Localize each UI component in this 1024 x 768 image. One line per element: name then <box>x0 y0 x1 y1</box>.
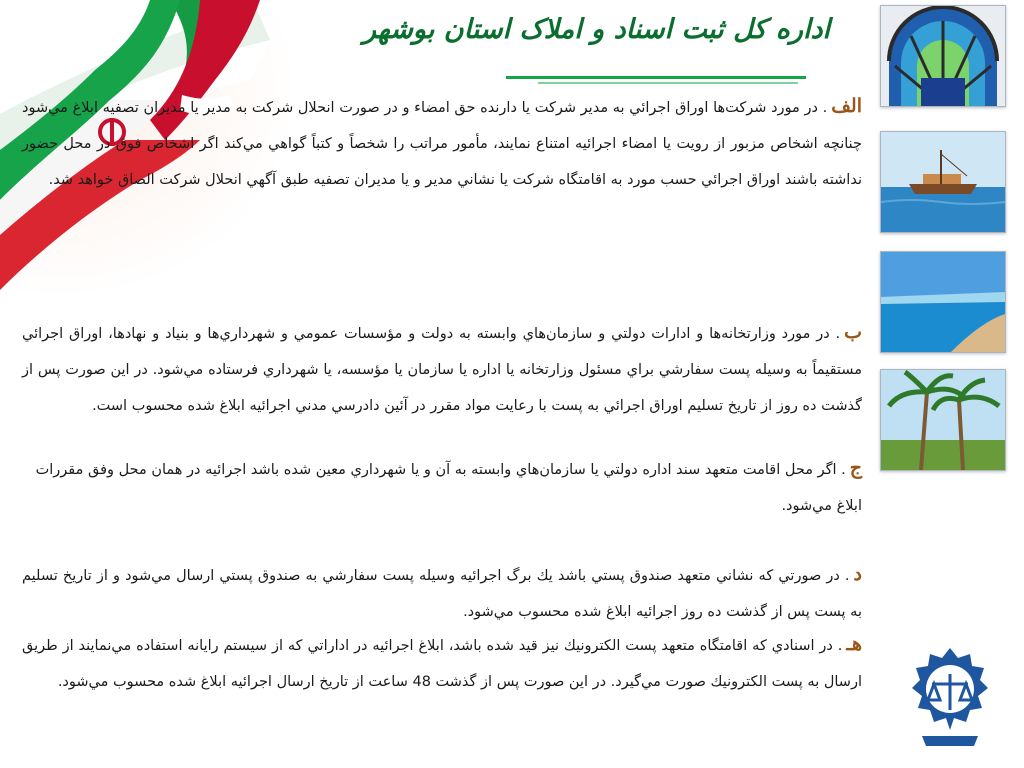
section-he <box>22 626 862 700</box>
section-alef <box>22 88 862 198</box>
section-marker: ب <box>844 321 862 343</box>
section-text: . در اسنادي كه اقامتگاه متعهد پست الكترونيك نيز قيد شده باشد، ابلاغ اجرائيه در اداراتي كه از سيستم رايانه استفاده مي‌نمايند از طريق ارسال به پست الكترونيك صورت مي‌گيرد. در اين صورت پس از گذشت 48 ساعت از تاريخ ارسال اجرائيه ابلاغ شده محسوب مي‌شود. <box>22 638 862 690</box>
section-dal <box>22 556 862 630</box>
seashore-icon <box>880 251 1006 353</box>
section-marker: هـ <box>846 633 862 655</box>
section-be <box>22 314 862 424</box>
title-underline <box>506 76 806 79</box>
section-marker: د <box>853 563 862 585</box>
section-jim <box>22 450 862 524</box>
organization-emblem-icon <box>908 644 992 750</box>
section-marker: ج <box>849 457 862 479</box>
section-text: . اگر محل اقامت متعهد سند اداره دولتي يا سازمان‌هاي وابسته به آن و يا شهرداري معين شده باشد اجرائيه در همان محل وفق مقررات ابلاغ مي‌شود. <box>35 462 862 514</box>
stained-glass-window-icon <box>880 5 1006 107</box>
section-marker: الف <box>831 95 862 117</box>
palm-trees-icon <box>880 369 1006 471</box>
fishing-boat-icon <box>880 131 1006 233</box>
header <box>362 6 830 86</box>
title-underline-secondary <box>538 82 798 84</box>
section-text: . در مورد شرکت‌ها اوراق اجرائي به مدير شرکت يا دارنده حق امضاء و در صورت انحلال شرکت به مدير يا مديران تصفيه ابلاغ مي‌شود چنانچه اشخاص مزبور از رويت يا امضاء اجرائيه امتناع نمايند، مأمور مراتب را شخصاً و كتباً گواهي مي‌كند اگر اشخاص فوق در محل حضور نداشته باشند اوراق اجرائي حسب مورد به اقامتگاه شرکت يا نشاني مدير و يا مديران تصفيه طبق آگهي انحلال شرکت الصاق خواهد شد. <box>22 100 862 188</box>
section-text: . در صورتي كه نشاني متعهد صندوق پستي باشد يك برگ اجرائيه وسيله پست سفارشي به صندوق پستي ارسال مي‌شود و از تاريخ تسليم به پست پس از گذشت ده روز اجرائيه ابلاغ شده محسوب مي‌شود. <box>22 568 862 620</box>
page-title: اداره کل ثبت اسناد و املاک استان بوشهر <box>362 14 830 45</box>
section-text: . در مورد وزارتخانه‌ها و ادارات دولتي و سازمان‌هاي وابسته به دولت و مؤسسات عمومي و شهرداري‌ها و بنياد و نهادها، اوراق اجرائي مستقيماً به وسيله پست سفارشي براي مسئول وزارتخانه يا اداره يا سازمان يا مؤسسه، يا شهرداري فرستاده مي‌شود. در اين صورت پس از گذشت ده روز از تاريخ تسليم اوراق اجرائي به پست با رعايت مواد مقرر در آئين دادرسي مدني اجرائيه ابلاغ شده محسوب است. <box>22 326 862 414</box>
